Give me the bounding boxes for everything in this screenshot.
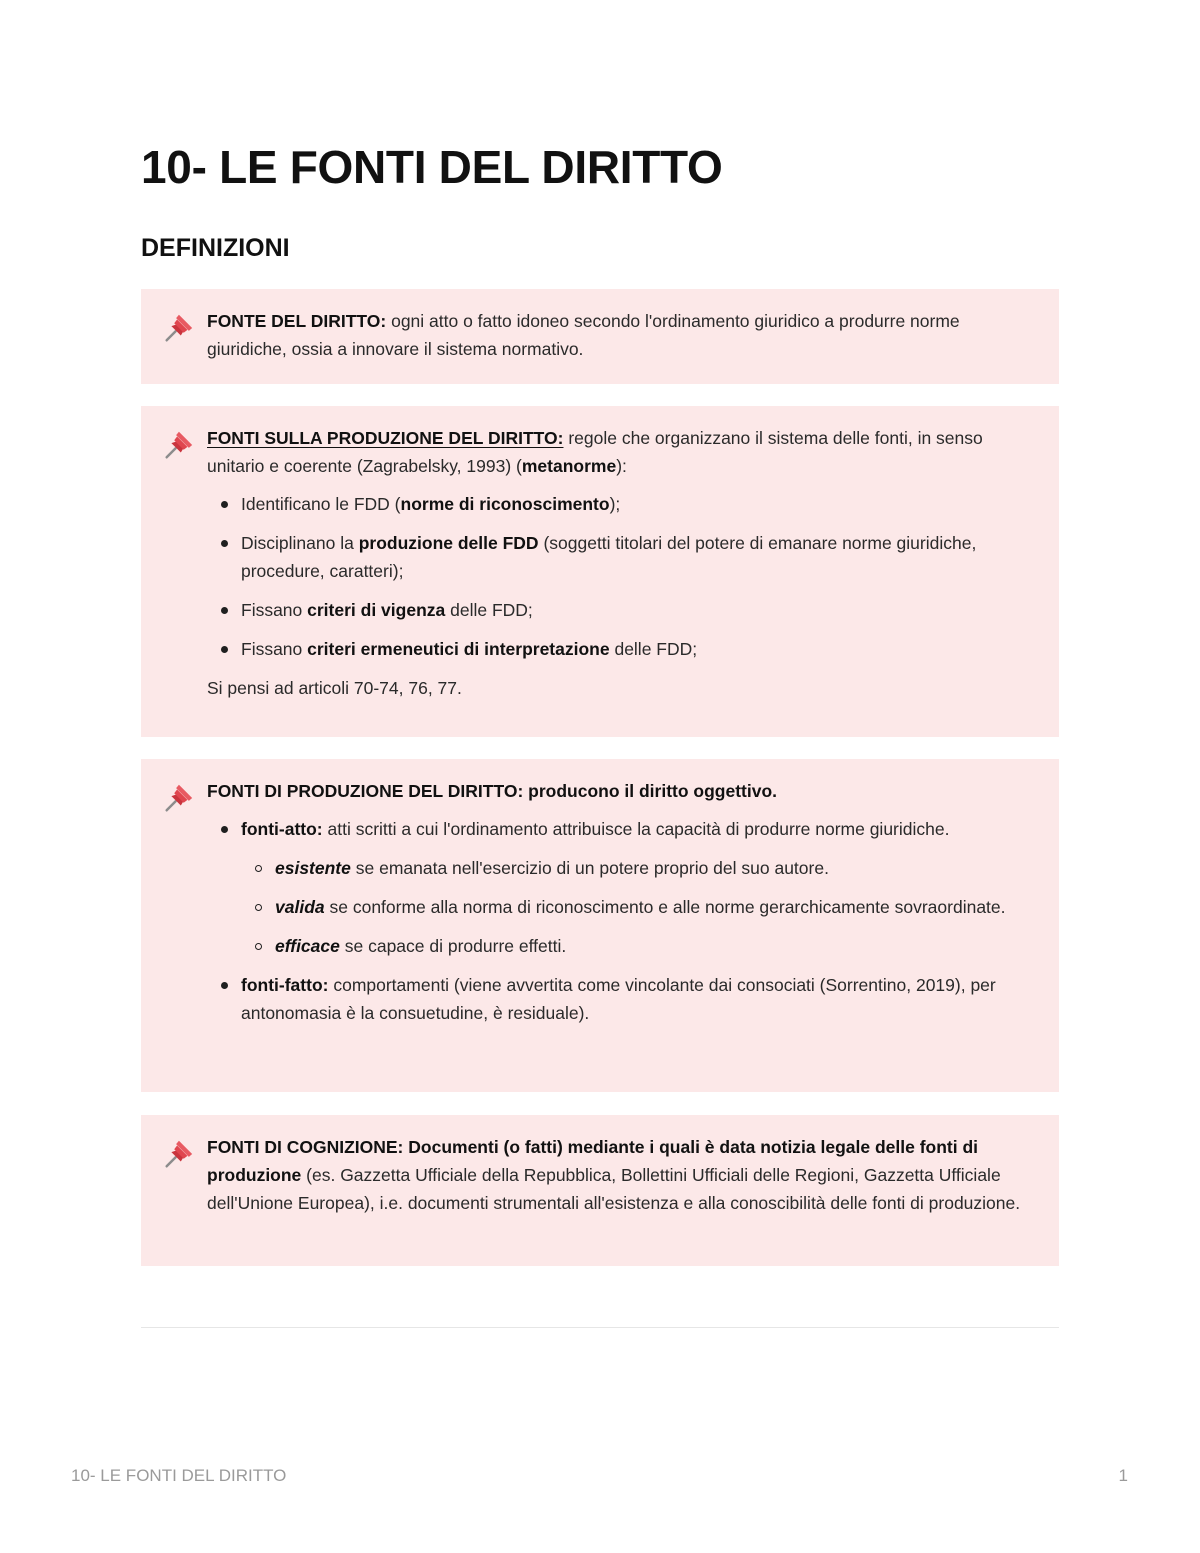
term: FONTI DI COGNIZIONE:: [207, 1137, 404, 1157]
sub-list-item: valida se conforme alla norma di riconoscimento e alle norme gerarchicamente sovraordinate.: [275, 893, 1035, 921]
definition: regole che organizzano il sistema delle fonti, in senso unitario e coerente (Zagrabelsky, 1993) (: [207, 428, 983, 476]
callout-fonti-di-produzione: [141, 759, 1059, 1092]
term: FONTI SULLA PRODUZIONE DEL DIRITTO:: [207, 428, 564, 448]
list-item: fonti-atto: atti scritti a cui l'ordinamento attribuisce la capacità di produrre norme giuridiche. esistente se emanata nell'esercizio di un potere proprio del suo autore. valida se conforme alla norma di riconoscimento e alle norme gerarchicamente sovraordinate. efficace se capace di produrre effetti.: [241, 815, 1035, 960]
callout-text: [207, 1133, 1035, 1217]
sub-list-item: esistente se emanata nell'esercizio di un potere proprio del suo autore.: [275, 854, 1035, 882]
callout-fonti-di-cognizione: [141, 1115, 1059, 1266]
definition: ogni atto o fatto idoneo secondo l'ordinamento giuridico a produrre norme giuridiche, ossia a innovare il sistema normativo.: [207, 311, 960, 359]
list-item: Fissano criteri di vigenza delle FDD;: [241, 596, 1035, 624]
sub-list: [241, 854, 1035, 960]
pushpin-icon: [161, 428, 195, 462]
pushpin-icon: [161, 1137, 195, 1171]
list-item: fonti-fatto: comportamenti (viene avvertita come vincolante dai consociati (Sorrentino, 2019), per antonomasia è la consuetudine, è residuale).: [241, 971, 1035, 1027]
term: FONTE DEL DIRITTO:: [207, 311, 387, 331]
definition: (es. Gazzetta Ufficiale della Repubblica, Bollettini Ufficiali delle Regioni, Gazzetta Ufficiale dell'Unione Europea), i.e. documenti strumentali all'esistenza e alla conoscibilità delle fonti di produzione.: [207, 1165, 1021, 1213]
list-item: Disciplinano la produzione delle FDD (soggetti titolari del potere di emanare norme giuridiche, procedure, caratteri);: [241, 529, 1035, 585]
callout-fonti-sulla-produzione: [141, 406, 1059, 737]
definition-end: ):: [616, 456, 627, 476]
footer-title: 10- LE FONTI DEL DIRITTO: [71, 1466, 287, 1485]
list-item: Identificano le FDD (norme di riconoscimento);: [241, 490, 1035, 518]
callout-fonte-del-diritto: [141, 289, 1059, 384]
callout-note: Si pensi ad articoli 70-74, 76, 77.: [207, 678, 462, 698]
callout-text: [207, 777, 1035, 805]
list-item: Fissano criteri ermeneutici di interpretazione delle FDD;: [241, 635, 1035, 663]
term: FONTI DI PRODUZIONE DEL DIRITTO:: [207, 781, 524, 801]
lead-text: producono il diritto oggettivo.: [523, 781, 778, 801]
pushpin-icon: [161, 311, 195, 345]
pushpin-icon: [161, 781, 195, 815]
bold-definition: Documenti (o fatti) mediante i quali è data notizia legale delle fonti di produzione: [207, 1137, 979, 1185]
page-title: 10- LE FONTI DEL DIRITTO: [141, 141, 723, 193]
page-number: 1: [1118, 1466, 1128, 1485]
section-heading: DEFINIZIONI: [141, 234, 290, 262]
metanorme-label: metanorme: [521, 456, 617, 476]
callout-text: [207, 307, 1035, 363]
sub-list-item: efficace se capace di produrre effetti.: [275, 932, 1035, 960]
bullet-list: [207, 490, 1035, 663]
divider: [141, 1327, 1059, 1328]
callout-text: [207, 424, 1035, 480]
bullet-list: [207, 815, 1035, 1027]
